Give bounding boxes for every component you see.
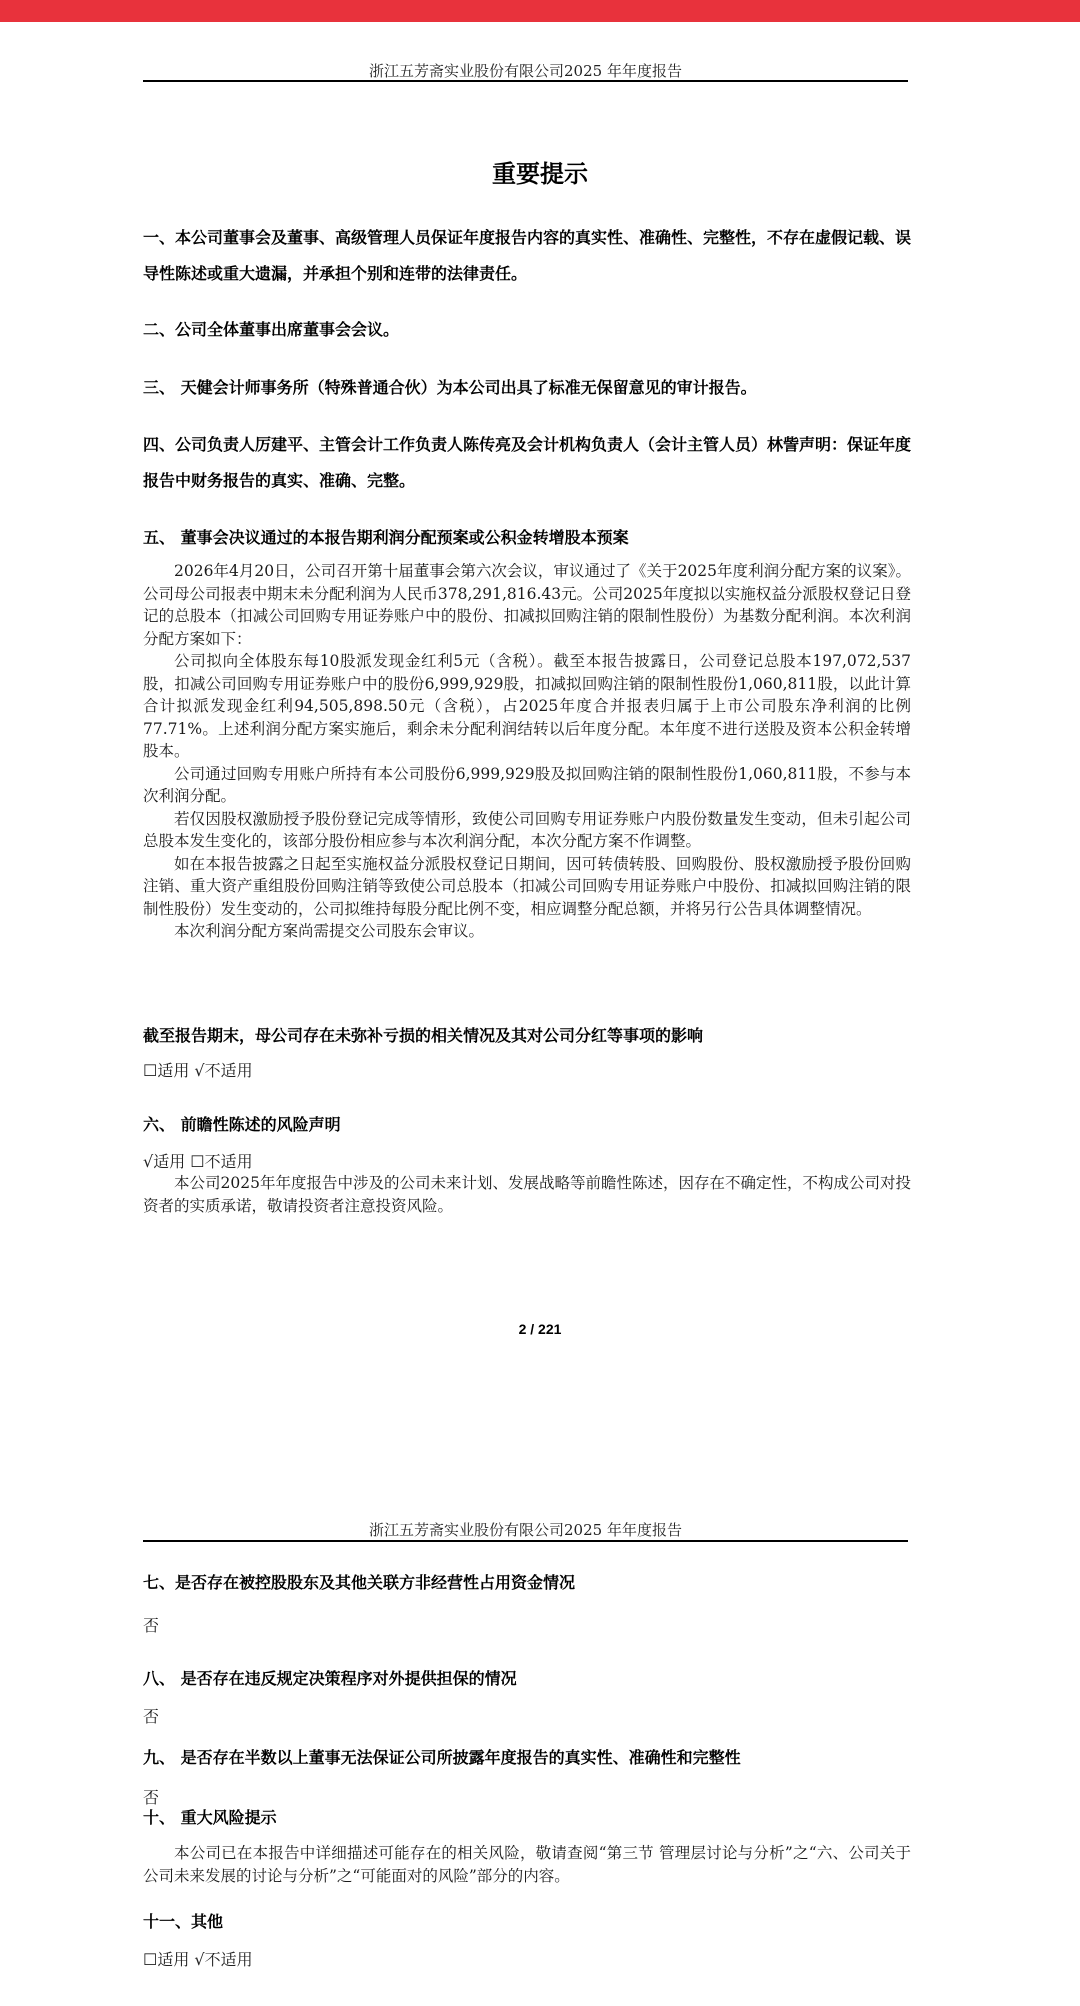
section-9-answer: 否 (143, 1788, 160, 1807)
header-rule (143, 80, 908, 82)
section-1: 一、本公司董事会及董事、高级管理人员保证年度报告内容的真实性、准确性、完整性，不存在虚假记载、误导性陈述或重大遗漏，并承担个别和连带的法律责任。 (143, 228, 912, 283)
section-6-text: 本公司2025年年度报告中涉及的公司未来计划、发展战略等前瞻性陈述，因存在不确定性，不构成公司对投资者的实质承诺，敬请投资者注意投资风险。 (143, 1174, 911, 1215)
section-2: 二、公司全体董事出席董事会会议。 (143, 320, 400, 339)
section-10-text: 本公司已在本报告中详细描述可能存在的相关风险，敬请查阅“第三节 管理层讨论与分析”之“六、公司关于公司未来发展的讨论与分析”之“可能面对的风险”部分的内容。 (143, 1844, 911, 1885)
paragraph: 如在本报告披露之日起至实施权益分派股权登记日期间，因可转债转股、回购股份、股权激励授予股份回购注销、重大资产重组股份回购注销等致使公司总股本（扣减公司回购专用证券账户中股份、扣减拟回购注销的限制性股份）发生变动的，公司拟维持每股分配比例不变，相应调整分配总额，并将另行公告具体调整情况。 (143, 854, 911, 918)
section-11-options: ☐适用 √不适用 (143, 1950, 253, 1969)
section-9-heading: 九、 是否存在半数以上董事无法保证公司所披露年度报告的真实性、准确性和完整性 (143, 1748, 741, 1767)
loss-heading: 截至报告期末，母公司存在未弥补亏损的相关情况及其对公司分红等事项的影响 (143, 1026, 704, 1045)
page-header: 浙江五芳斋实业股份有限公司2025 年年度报告 (369, 1521, 682, 1539)
section-7-heading: 七、是否存在被控股股东及其他关联方非经营性占用资金情况 (143, 1573, 576, 1592)
loss-options: ☐适用 √不适用 (143, 1061, 253, 1080)
section-10-heading: 十、 重大风险提示 (143, 1808, 277, 1827)
paragraph: 若仅因股权激励授予股份登记完成等情形，致使公司回购专用证券账户内股份数量发生变动，但未引起公司总股本发生变化的，该部分股份相应参与本次利润分配，本次分配方案不作调整。 (143, 809, 911, 850)
section-8-heading: 八、 是否存在违反规定决策程序对外提供担保的情况 (143, 1669, 517, 1688)
section-6-options: √适用 ☐不适用 (143, 1152, 253, 1171)
page-title: 重要提示 (492, 160, 588, 188)
paragraph: 本次利润分配方案尚需提交公司股东会审议。 (174, 922, 485, 940)
paragraph: 2026年4月20日，公司召开第十届董事会第六次会议，审议通过了《关于2025年度利润分配方案的议案》。公司母公司报表中期末未分配利润为人民币378,291,816.43元。公司2025年度拟以实施权益分派股权登记日登记的总股本（扣减公司回购专用证券账户中的股份、扣减拟回购注销的限制性股份）为基数分配利润。本次利润分配方案如下： (143, 562, 911, 648)
section-8-answer: 否 (143, 1707, 160, 1726)
page-header: 浙江五芳斋实业股份有限公司2025 年年度报告 (369, 62, 682, 80)
section-4: 四、公司负责人厉建平、主管会计工作负责人陈传亮及会计机构负责人（会计主管人员）林訾声明：保证年度报告中财务报告的真实、准确、完整。 (143, 435, 912, 490)
paragraph: 公司拟向全体股东每10股派发现金红利5元（含税）。截至本报告披露日，公司登记总股本197,072,537股，扣减公司回购专用证券账户中的股份6,999,929股，扣减拟回购注销的限制性股份1,060,811股，以此计算合计拟派发现金红利94,505,898.50元（含税），占2025年度合并报表归属于上市公司股东净利润的比例77.71%。上述利润分配方案实施后，剩余未分配利润结转以后年度分配。本年度不进行送股及资本公积金转增股本。 (143, 652, 911, 760)
header-rule (143, 1540, 908, 1542)
paragraph: 公司通过回购专用账户所持有本公司股份6,999,929股及拟回购注销的限制性股份1,060,811股，不参与本次利润分配。 (143, 764, 911, 805)
page-number: 2 / 221 (518, 1321, 562, 1337)
section-6-heading: 六、 前瞻性陈述的风险声明 (143, 1115, 341, 1134)
section-5-heading: 五、 董事会决议通过的本报告期利润分配预案或公积金转增股本预案 (143, 528, 629, 547)
top-accent-bar (0, 0, 1080, 22)
section-7-answer: 否 (143, 1616, 160, 1635)
section-11-heading: 十一、其他 (143, 1912, 224, 1931)
section-5-body (143, 560, 911, 943)
section-3: 三、 天健会计师事务所（特殊普通合伙）为本公司出具了标准无保留意见的审计报告。 (143, 378, 757, 397)
